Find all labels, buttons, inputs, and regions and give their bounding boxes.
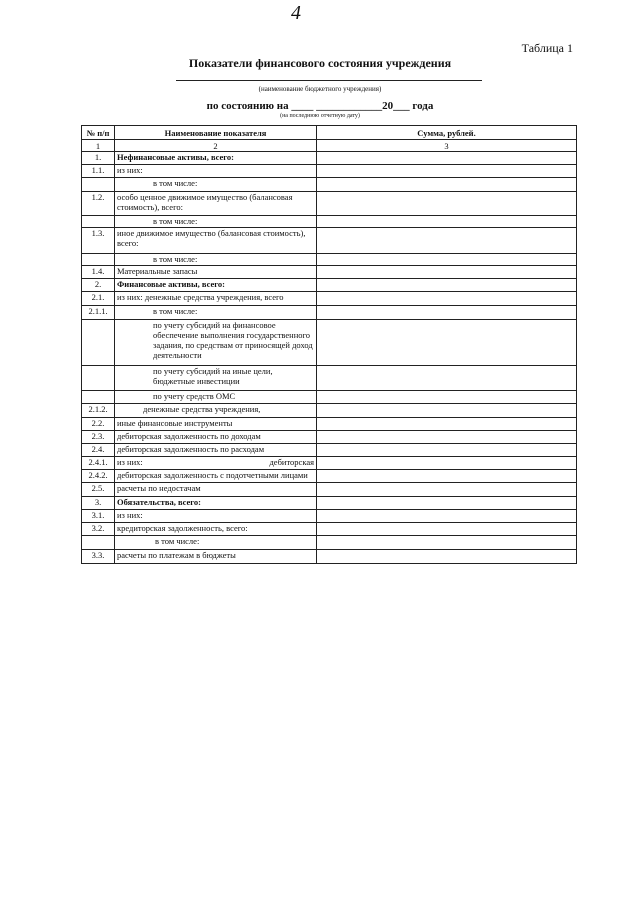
row-number-cell [82,320,115,366]
amount-cell[interactable] [317,228,577,254]
row-number-cell: 2.1.1. [82,306,115,320]
table-row [82,366,577,391]
amount-cell[interactable] [317,254,577,266]
indicator-name-cell: в том числе: [115,536,317,550]
amount-cell[interactable] [317,192,577,216]
table-body [82,152,577,564]
column-number-row [82,140,577,152]
indicator-name-cell: по учету средств ОМС [115,391,317,404]
indicator-name-cell: из них: [115,510,317,523]
indicator-name-cell: в том числе: [115,254,317,266]
table-row [82,470,577,483]
amount-cell[interactable] [317,550,577,564]
table-row [82,216,577,228]
row-number-cell: 2.5. [82,483,115,497]
amount-cell[interactable] [317,536,577,550]
amount-cell[interactable] [317,418,577,431]
table-row [82,228,577,254]
table-row [82,444,577,457]
indicator-name-cell: иное движимое имущество (балансовая стоимость), всего: [115,228,317,254]
table-label: Таблица 1 [521,41,573,55]
indicator-name-cell: денежные средства учреждения, [115,404,317,418]
institution-name-caption: (наименование бюджетного учреждения) [258,85,382,93]
amount-cell[interactable] [317,306,577,320]
indicator-name-cell: иные финансовые инструменты [115,418,317,431]
row-number-cell: 1.1. [82,165,115,178]
row-number-cell: 2.1.2. [82,404,115,418]
row-number-cell [82,254,115,266]
institution-name-line [176,80,482,81]
indicator-name-cell: кредиторская задолженность, всего: [115,523,317,536]
table-row [82,306,577,320]
indicator-name-cell: дебиторская задолженность с подотчетными лицами [115,470,317,483]
table-row [82,418,577,431]
indicator-name-cell: из них: денежные средства учреждения, всего [115,292,317,306]
row-number-cell: 2.1. [82,292,115,306]
column-number-cell: 3 [317,140,577,152]
row-number-cell: 2.2. [82,418,115,431]
amount-cell[interactable] [317,320,577,366]
amount-cell[interactable] [317,152,577,165]
table-row [82,266,577,279]
table-row [82,550,577,564]
amount-cell[interactable] [317,457,577,470]
column-number-cell: 2 [115,140,317,152]
table-row [82,192,577,216]
date-caption: (на последнюю отчетную дату) [280,113,360,119]
amount-cell[interactable] [317,523,577,536]
row-number-cell [82,216,115,228]
row-number-cell: 2.3. [82,431,115,444]
page-number: 4 [291,2,301,24]
financial-indicators-table [81,125,577,564]
table-row [82,497,577,510]
indicator-name-cell: по учету субсидий на финансовое обеспечение выполнения государственного задания, по средствам от приносящей доход деятельности [115,320,317,366]
indicator-name-cell: расчеты по платежам в бюджеты [115,550,317,564]
table-row [82,523,577,536]
amount-cell[interactable] [317,216,577,228]
table-row [82,254,577,266]
row-number-cell: 1. [82,152,115,165]
indicator-name-cell: Материальные запасы [115,266,317,279]
amount-cell[interactable] [317,404,577,418]
indicator-name-cell: особо ценное движимое имущество (балансовая стоимость), всего: [115,192,317,216]
row-number-cell: 2.4. [82,444,115,457]
table-row [82,279,577,292]
as-of-date-line: по состоянию на ____ ____________20___ года [206,100,434,112]
amount-cell[interactable] [317,510,577,523]
row-number-cell: 3.1. [82,510,115,523]
amount-cell[interactable] [317,483,577,497]
amount-cell[interactable] [317,178,577,192]
amount-cell[interactable] [317,366,577,391]
table-row [82,457,577,470]
row-number-cell: 1.4. [82,266,115,279]
indicator-name-cell: Обязательства, всего: [115,497,317,510]
header-cell: Наименование показателя [115,126,317,140]
amount-cell[interactable] [317,391,577,404]
row-number-cell [82,536,115,550]
amount-cell[interactable] [317,470,577,483]
table-row [82,404,577,418]
amount-cell[interactable] [317,165,577,178]
row-number-cell [82,391,115,404]
row-number-cell: 1.2. [82,192,115,216]
amount-cell[interactable] [317,292,577,306]
header-cell: № п/п [82,126,115,140]
indicator-name-trailing-text: дебиторская [269,457,314,467]
table-row [82,483,577,497]
indicator-name-cell: Нефинансовые активы, всего: [115,152,317,165]
indicator-name-text: из них: [117,457,143,467]
indicator-name-cell: из них: [115,165,317,178]
indicator-name-cell: в том числе: [115,306,317,320]
row-number-cell: 3. [82,497,115,510]
document-title: Показатели финансового состояния учреждения [188,56,452,70]
amount-cell[interactable] [317,279,577,292]
table-row [82,510,577,523]
indicator-name-cell: расчеты по недостачам [115,483,317,497]
table-row [82,292,577,306]
row-number-cell: 1.3. [82,228,115,254]
table-row [82,178,577,192]
table-row [82,152,577,165]
table-row [82,391,577,404]
row-number-cell: 2. [82,279,115,292]
amount-cell[interactable] [317,497,577,510]
header-cell: Сумма, рублей. [317,126,577,140]
indicator-name-cell: Финансовые активы, всего: [115,279,317,292]
row-number-cell [82,366,115,391]
indicator-name-cell [115,457,317,470]
amount-cell[interactable] [317,444,577,457]
row-number-cell [82,178,115,192]
indicator-name-cell: в том числе: [115,216,317,228]
indicator-name-cell: дебиторская задолженность по доходам [115,431,317,444]
table-row [82,536,577,550]
row-number-cell: 2.4.1. [82,457,115,470]
column-number-cell: 1 [82,140,115,152]
table-row [82,320,577,366]
amount-cell[interactable] [317,266,577,279]
row-number-cell: 2.4.2. [82,470,115,483]
table-row [82,431,577,444]
indicator-name-cell: в том числе: [115,178,317,192]
indicator-name-cell: по учету субсидий на иные цели, бюджетные инвестиции [115,366,317,391]
table-row [82,165,577,178]
row-number-cell: 3.2. [82,523,115,536]
row-number-cell: 3.3. [82,550,115,564]
amount-cell[interactable] [317,431,577,444]
table-header-row [82,126,577,140]
indicator-name-cell: дебиторская задолженность по расходам [115,444,317,457]
